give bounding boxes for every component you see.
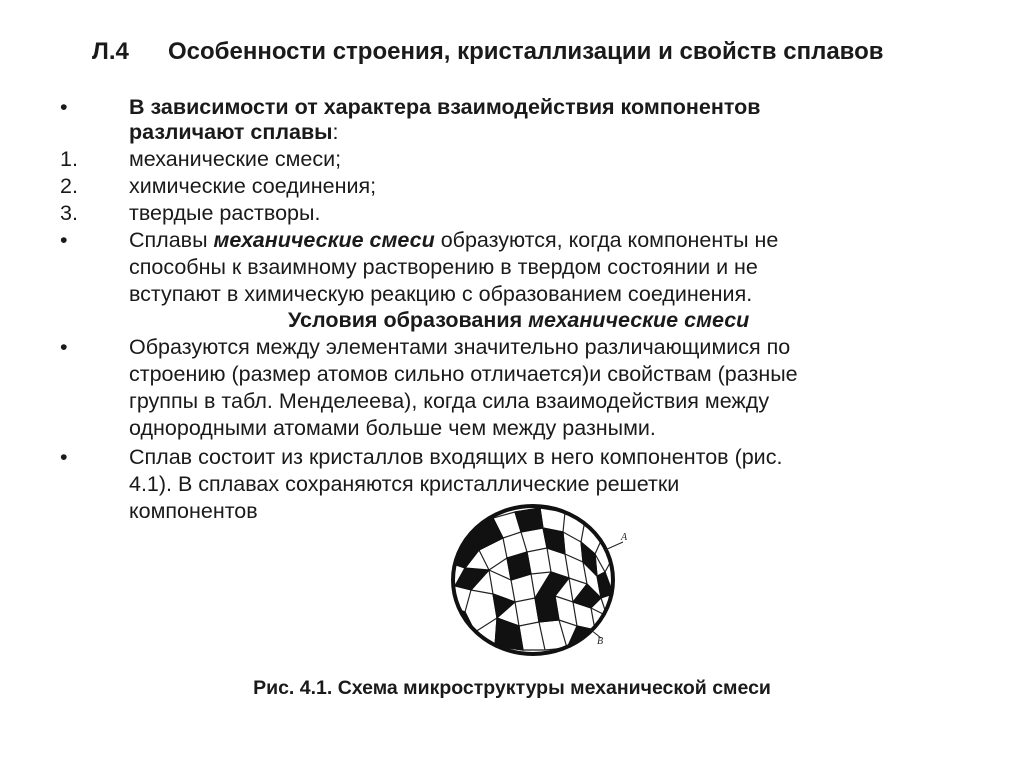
title-text: Особенности строения, кристаллизации и свойств сплавов <box>168 38 884 65</box>
bullet-marker: • <box>60 445 68 469</box>
para3-line-3: компонентов <box>129 499 258 523</box>
bullet-marker: • <box>60 95 68 119</box>
list-marker-1: 1. <box>60 147 78 171</box>
bullet-marker: • <box>60 228 68 252</box>
para2-line-1: Образуются между элементами значительно различающимися по <box>129 335 791 359</box>
para1-pre: Сплавы <box>129 228 214 252</box>
para1-line-1 <box>129 227 778 254</box>
label-a: A <box>621 532 628 543</box>
label-b: B <box>597 636 604 647</box>
subheading-text: Условия образования <box>288 308 529 332</box>
para3-line-1: Сплав состоит из кристаллов входящих в него компонентов (рис. <box>129 445 783 469</box>
para1-line-3: вступают в химическую реакцию с образованием соединения. <box>129 282 753 306</box>
subheading-emph: механические смеси <box>528 308 750 332</box>
bullet-marker: • <box>60 335 68 359</box>
para2-line-4: однородными атомами больше чем между разными. <box>129 416 656 440</box>
list-marker-2: 2. <box>60 174 78 198</box>
subheading <box>288 307 749 334</box>
lecture-number: Л.4 <box>92 38 129 65</box>
microstructure-figure <box>445 498 635 663</box>
list-item-1: механические смеси; <box>129 147 342 171</box>
para1-emph: механические смеси <box>213 228 435 252</box>
list-item-2: химические соединения; <box>129 174 377 198</box>
intro-line-2-bold: различают сплавы <box>129 120 333 144</box>
para1-line-2: способны к взаимному растворению в твердом состоянии и не <box>129 255 758 279</box>
slide-title <box>92 38 992 66</box>
intro-line-1: В зависимости от характера взаимодействия компонентов <box>129 95 761 119</box>
para2-line-3: группы в табл. Менделеева), когда сила взаимодействия между <box>129 389 770 413</box>
list-item-3: твердые растворы. <box>129 201 321 225</box>
para2-line-2: строению (размер атомов сильно отличается)и свойствам (разные <box>129 362 798 386</box>
list-marker-3: 3. <box>60 201 78 225</box>
para1-post: образуются, когда компоненты не <box>434 228 779 252</box>
intro-line-2-colon: : <box>332 120 339 144</box>
para3-line-2: 4.1). В сплавах сохраняются кристаллические решетки <box>129 472 680 496</box>
figure-caption: Рис. 4.1. Схема микроструктуры механической смеси <box>253 677 771 699</box>
intro-line-2 <box>129 119 339 146</box>
